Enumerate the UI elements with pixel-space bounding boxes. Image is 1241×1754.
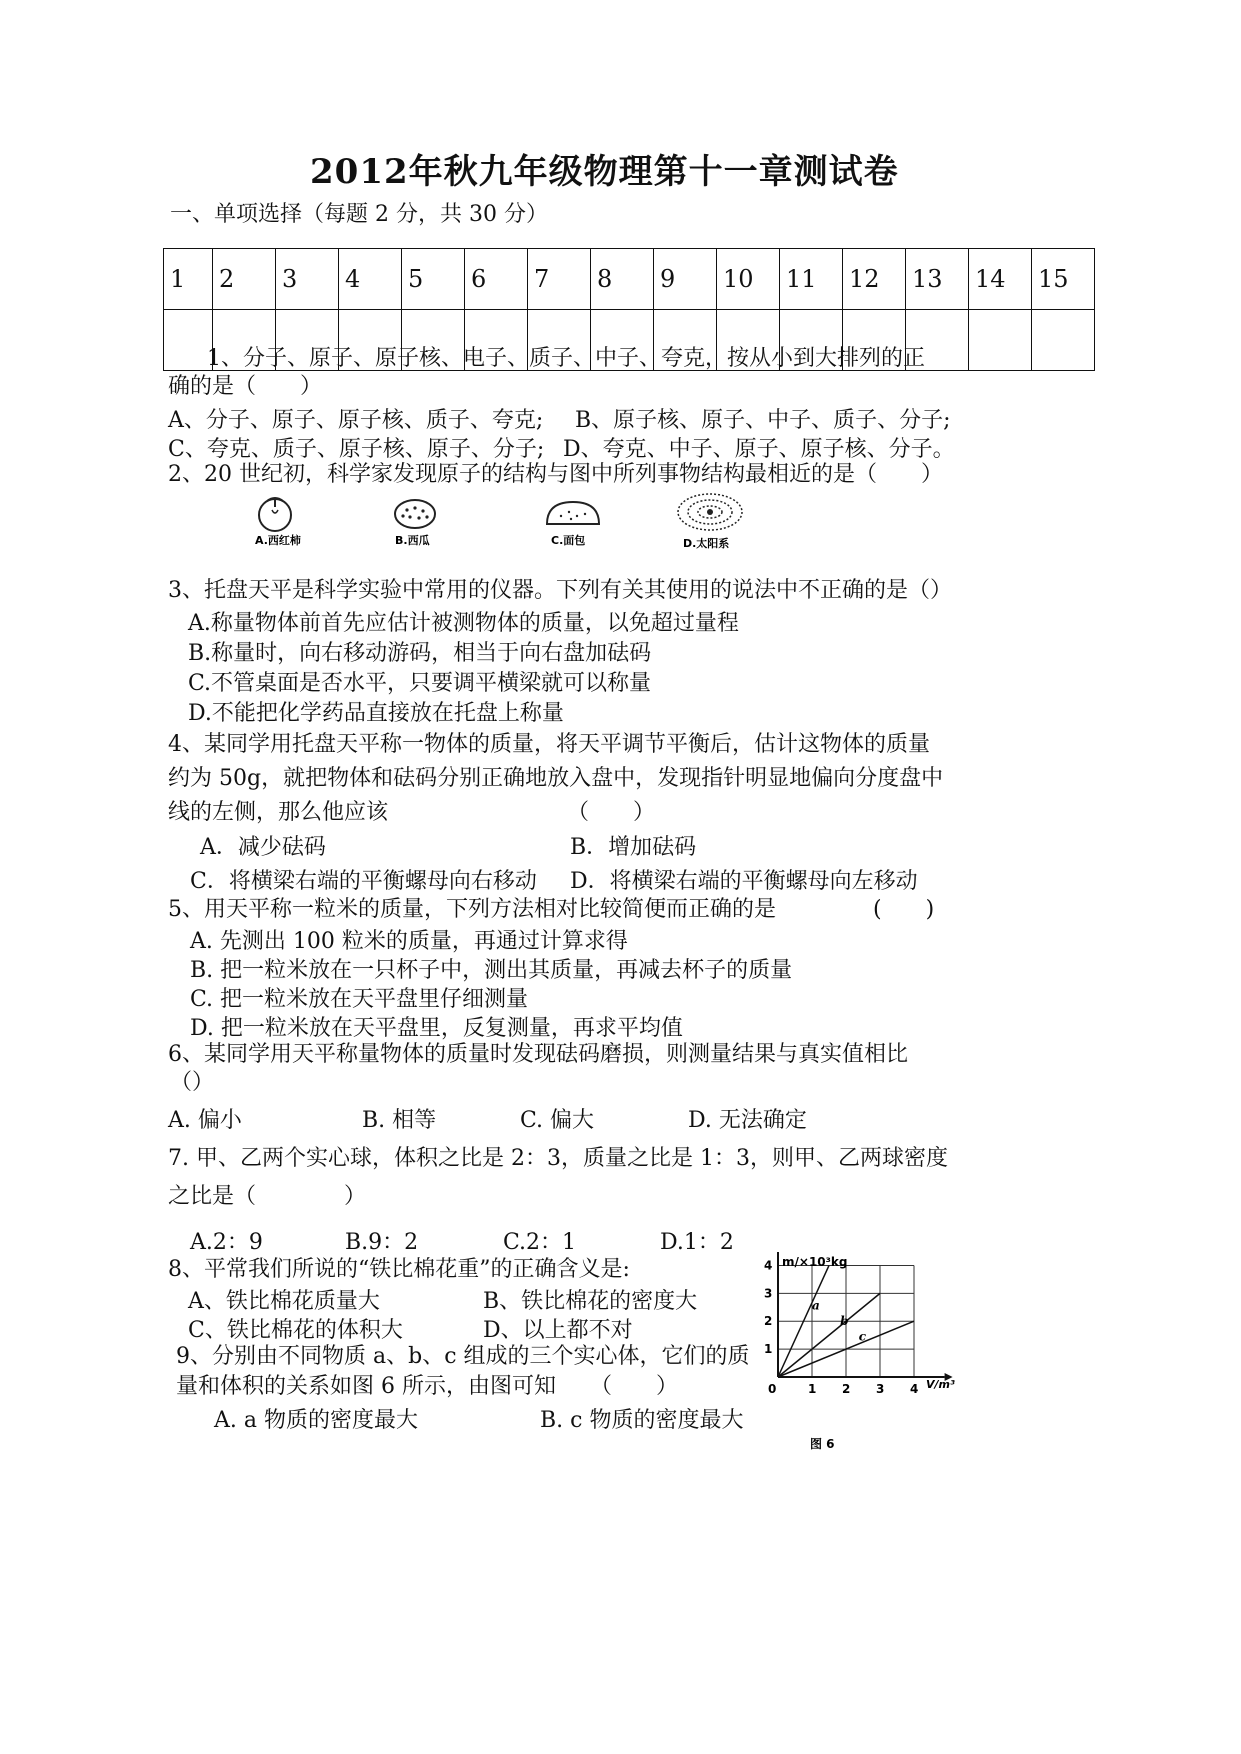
answer-cell-1[interactable] — [164, 310, 213, 371]
graph-axes — [774, 1252, 953, 1381]
q5-option-a: A. 先测出 100 粒米的质量，再通过计算求得 — [190, 929, 628, 954]
q5-option-c: C. 把一粒米放在天平盘里仔细测量 — [190, 987, 529, 1012]
answer-table-number-13: 13 — [906, 249, 969, 310]
q7-stem-line1: 7. 甲、乙两个实心球，体积之比是 2：3，质量之比是 1：3，则甲、乙两球密度 — [168, 1146, 948, 1171]
q1-option-b: B、原子核、原子、中子、质子、分子; — [575, 408, 951, 433]
answer-table-number-3: 3 — [276, 249, 339, 310]
q4-stem-line1: 4、某同学用托盘天平称一物体的质量，将天平调节平衡后，估计这物体的质量 — [168, 732, 930, 757]
q9-stem-line2: 量和体积的关系如图 6 所示，由图可知 — [176, 1374, 556, 1399]
q7-option-b: B.9：2 — [345, 1230, 419, 1255]
q7-stem-line2: 之比是（ ） — [168, 1184, 367, 1209]
answer-table-number-8: 8 — [591, 249, 654, 310]
q4-stem-line2: 约为 50g，就把物体和砝码分别正确地放入盘中，发现指针明显地偏向分度盘中 — [168, 766, 944, 791]
x-tick-label: 4 — [910, 1382, 919, 1396]
q4-option-c: C．将横梁右端的平衡螺母向右移动 — [190, 869, 537, 894]
q2-pic-d-label: D.太阳系 — [683, 537, 730, 550]
q2-pictures — [245, 492, 785, 552]
q1-option-a: A、分子、原子、原子核、质子、夸克; — [168, 408, 544, 433]
q6-option-b: B. 相等 — [362, 1108, 437, 1133]
bread-icon — [547, 502, 599, 524]
answer-table-number-9: 9 — [654, 249, 717, 310]
y-tick-label: 2 — [764, 1314, 773, 1329]
q9-stem-line1: 9、分别由不同物质 a、b、c 组成的三个实心体，它们的质 — [176, 1344, 750, 1369]
watermelon-icon — [395, 500, 435, 528]
x-tick-label: 2 — [842, 1382, 851, 1396]
x-tick-label: 0 — [768, 1382, 777, 1396]
density-graph — [748, 1252, 978, 1461]
q3-option-a: A.称量物体前首先应估计被测物体的质量，以免超过量程 — [188, 611, 739, 636]
q2-pic-c-label: C.面包 — [551, 534, 586, 547]
y-tick-label: 4 — [764, 1258, 773, 1273]
q4-option-d: D．将横梁右端的平衡螺母向左移动 — [570, 869, 918, 894]
section-heading: 一、单项选择（每题 2 分，共 30 分） — [170, 202, 548, 227]
answer-table-number-14: 14 — [969, 249, 1032, 310]
q9-option-a: A. a 物质的密度最大 — [214, 1408, 418, 1433]
answer-cell-14[interactable] — [969, 310, 1032, 371]
q1-option-c: C、夸克、质子、原子核、原子、分子; — [168, 437, 545, 462]
answer-cell-15[interactable] — [1032, 310, 1095, 371]
q3-option-b: B.称量时，向右移动游码，相当于向右盘加砝码 — [188, 641, 652, 666]
q5-option-b: B. 把一粒米放在一只杯子中，测出其质量，再减去杯子的质量 — [190, 958, 793, 983]
answer-table-number-5: 5 — [402, 249, 465, 310]
y-tick-label: 3 — [764, 1286, 773, 1301]
graph-labels — [764, 1258, 918, 1396]
answer-table-number-6: 6 — [465, 249, 528, 310]
q4-option-a: A．减少砝码 — [200, 835, 326, 860]
q8-stem: 8、平常我们所说的“铁比棉花重”的正确含义是: — [168, 1257, 630, 1282]
answer-table-number-1: 1 — [164, 249, 213, 310]
q3-option-c: C.不管桌面是否水平，只要调平横梁就可以称量 — [188, 671, 652, 696]
q2-stem: 2、20 世纪初，科学家发现原子的结构与图中所列事物结构最相近的是（ ） — [168, 462, 943, 487]
graph-caption: 图 6 — [810, 1437, 835, 1451]
series-label-c: c — [858, 1329, 867, 1344]
graph-y-axis-label: m/×10³kg — [782, 1255, 848, 1269]
q6-option-c: C. 偏大 — [520, 1108, 595, 1133]
q4-answer-blank: （ ） — [567, 800, 656, 825]
answer-table-number-12: 12 — [843, 249, 906, 310]
q8-option-d: D、以上都不对 — [483, 1318, 633, 1343]
q1-option-d: D、夸克、中子、原子、原子核、分子。 — [563, 437, 955, 462]
q7-option-c: C.2：1 — [503, 1230, 577, 1255]
q4-option-b: B．增加砝码 — [570, 835, 697, 860]
graph-x-axis-label: V/m³ — [926, 1378, 955, 1391]
tomato-icon — [259, 498, 291, 531]
q5-answer-blank: ( ) — [873, 897, 935, 922]
q6-stem-line1: 6、某同学用天平称量物体的质量时发现砝码磨损，则测量结果与真实值相比 — [168, 1042, 908, 1067]
answer-table-number-11: 11 — [780, 249, 843, 310]
q8-option-c: C、铁比棉花的体积大 — [188, 1318, 403, 1343]
q4-stem-line3: 线的左侧，那么他应该 — [168, 800, 389, 825]
q9-answer-blank: （ ） — [590, 1374, 679, 1399]
page-title: 2012年秋九年级物理第十一章测试卷 — [310, 152, 899, 192]
q1-stem-line2: 确的是（ ） — [168, 374, 323, 399]
q9-option-b: B. c 物质的密度最大 — [540, 1408, 744, 1433]
q8-option-b: B、铁比棉花的密度大 — [483, 1289, 698, 1314]
q2-pic-b-label: B.西瓜 — [395, 534, 430, 547]
q5-stem: 5、用天平称一粒米的质量，下列方法相对比较简便而正确的是 — [168, 897, 776, 922]
q8-option-a: A、铁比棉花质量大 — [188, 1289, 380, 1314]
q5-option-d: D. 把一粒米放在天平盘里，反复测量，再求平均值 — [190, 1016, 683, 1041]
q2-figure-strip — [245, 492, 785, 556]
answer-table-number-15: 15 — [1032, 249, 1095, 310]
y-tick-label: 1 — [764, 1342, 773, 1357]
q3-stem: 3、托盘天平是科学实验中常用的仪器。下列有关其使用的说法中不正确的是（） — [168, 578, 952, 603]
x-tick-label: 1 — [808, 1382, 817, 1396]
answer-table-number-10: 10 — [717, 249, 780, 310]
q7-option-d: D.1：2 — [660, 1230, 734, 1255]
q3-option-d: D.不能把化学药品直接放在托盘上称量 — [188, 701, 564, 726]
answer-table-number-7: 7 — [528, 249, 591, 310]
q7-option-a: A.2：9 — [190, 1230, 263, 1255]
q6-stem-line2: （） — [170, 1070, 215, 1095]
answer-table-number-2: 2 — [213, 249, 276, 310]
q2-pic-a-label: A.西红柿 — [255, 534, 301, 547]
series-label-a: a — [812, 1298, 820, 1313]
x-tick-label: 3 — [876, 1382, 885, 1396]
series-label-b: b — [840, 1313, 849, 1328]
q1-stem-line1: 1、分子、原子、原子核、电子、质子、中子、夸克，按从小到大排列的正 — [207, 346, 925, 371]
solar-system-icon — [678, 494, 742, 530]
answer-table-number-row — [164, 249, 1095, 310]
q6-option-a: A. 偏小 — [168, 1108, 242, 1133]
q6-option-d: D. 无法确定 — [688, 1108, 807, 1133]
answer-table-number-4: 4 — [339, 249, 402, 310]
density-graph-svg — [748, 1252, 978, 1457]
